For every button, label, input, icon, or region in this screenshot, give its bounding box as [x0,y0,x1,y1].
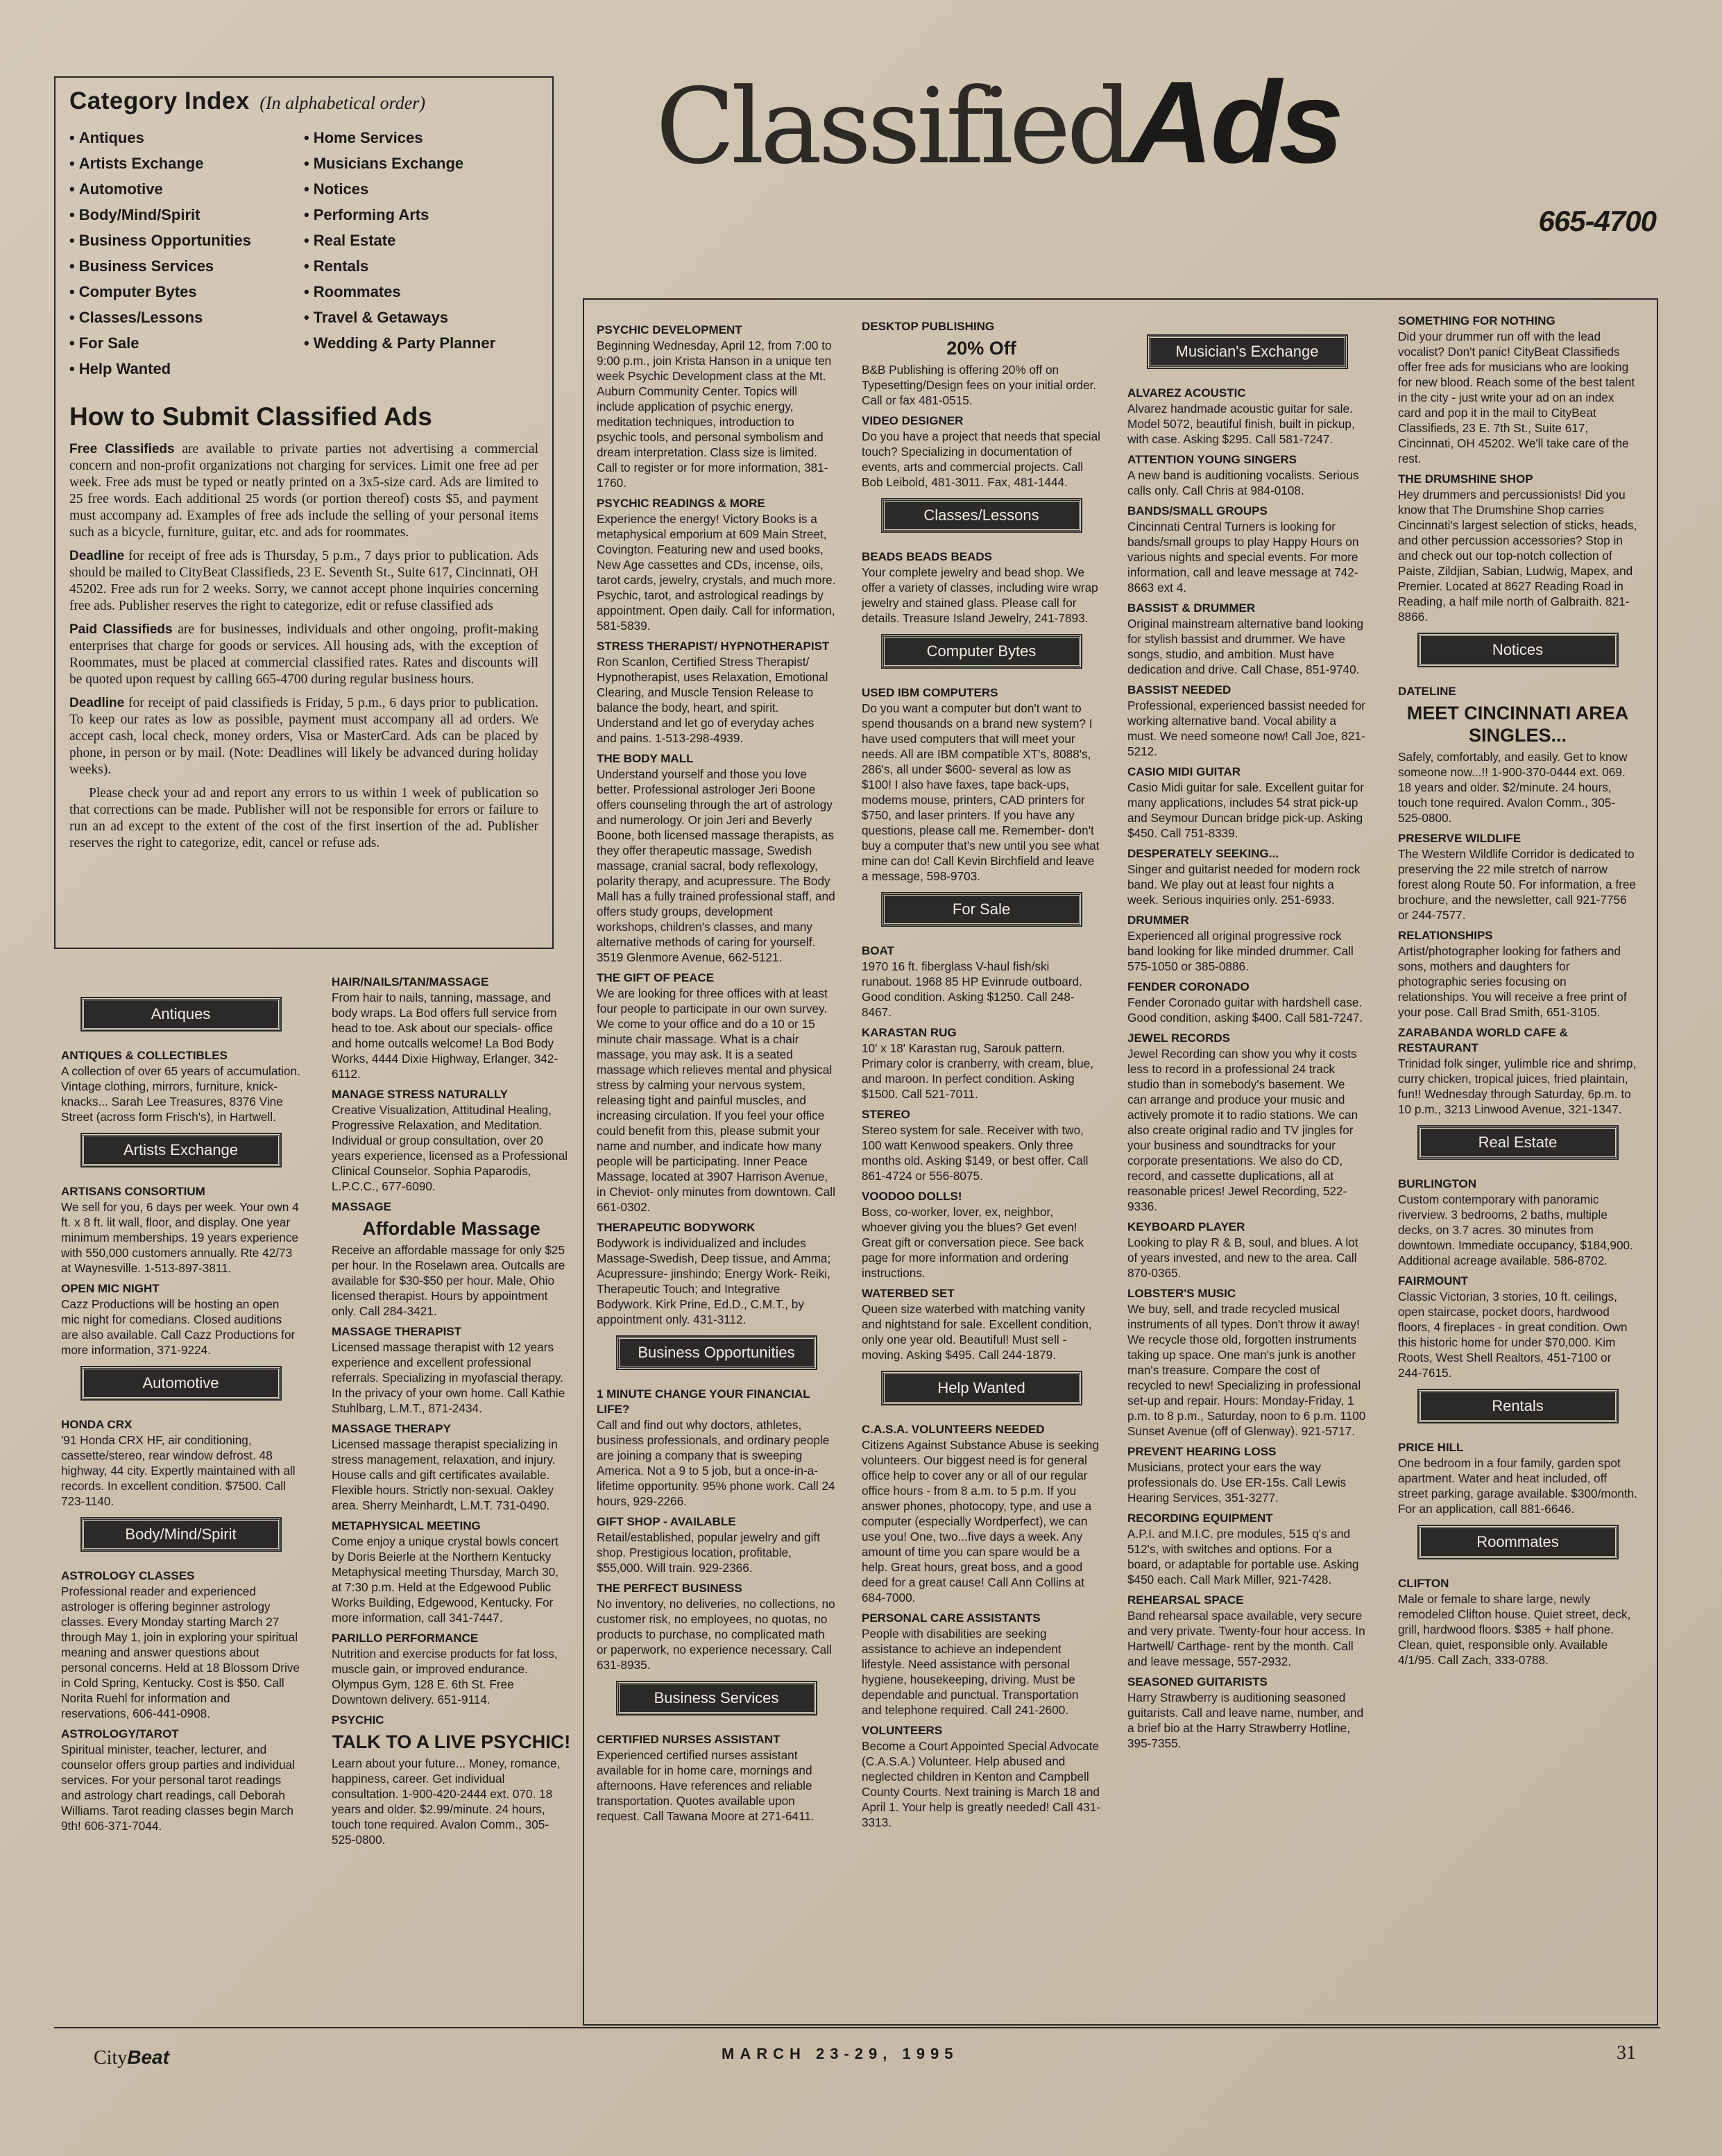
ad-heading: PERSONAL CARE ASSISTANTS [862,1611,1041,1625]
ad-heading: MASSAGE [332,1200,391,1213]
classified-ad [1127,764,1367,841]
ad-text: Beginning Wednesday, April 12, from 7:00 to 9:00 p.m., join Krista Hanson in a unique ten week Psychic Development class at the Mt. Auburn Community Center. Topics will include application of psychic energy, meditation techniques, introduction to psychic tools, and personal symbolism and dream interpretation. Class size is limited. Call to register or for more information, 381-1760. [597,339,832,490]
ad-heading: HAIR/NAILS/TAN/MASSAGE [332,975,489,989]
ad-heading: CERTIFIED NURSES ASSISTANT [597,1733,781,1746]
ad-heading: RELATIONSHIPS [1398,929,1493,942]
ad-text: 1970 16 ft. fiberglass V-haul fish/ski runabout. 1968 85 HP Evinrude outboard. Good condition. Asking $1250. Call 248-8467. [862,959,1082,1019]
ad-heading: PSYCHIC [332,1713,384,1727]
classified-ad [1127,1286,1367,1439]
ad-heading: PRESERVE WILDLIFE [1398,832,1521,845]
classified-ad [61,1727,300,1833]
ad-text: Band rehearsal space available, very secure and very private. Twenty-four hour access. In Hartwell/ Carthage- rent by the month. Call and leave message, 557-2932. [1127,1609,1365,1668]
masthead-phone: 665-4700 [1538,205,1656,237]
classified-ad [597,1732,836,1824]
ad-text: Professional reader and experienced astrologer is offering beginner astrology classes. Every Monday starting March 27 through May 1, join in exploring your spiritual meaning and answer questions about personal concerns. Held at 18 Blossom Drive in Cold Spring, Kentucky. Cost is $50. Call Norita Ruehl for information and reservations, 606-441-0908. [61,1584,300,1720]
section-computer-bytes: Computer Bytes [883,635,1081,667]
ad-text: Experienced certified nurses assistant available for in home care, mornings and afternoons. Have references and reliable transportation. Quotes available upon request. Call Tawana Moore at 271-6411. [597,1748,815,1823]
classified-ad [862,943,1101,1020]
ad-text: A collection of over 65 years of accumulation. Vintage clothing, mirrors, furniture, knick-knacks... Sarah Lee Treasures, 8376 Vine Street (across form Frisch's), in Hartwell. [61,1064,300,1124]
ad-text: Creative Visualization, Attitudinal Healing, Progressive Relaxation, and Meditation. Individual or group consultation, over 20 years experience, licensed as a Professional Clinical Counselor. Sophia Paparodis, L.P.C.C., 677-6090. [332,1103,568,1193]
category-item: • Automotive [69,176,304,202]
ad-heading: FENDER CORONADO [1127,980,1250,993]
ad-text: Artist/photographer looking for fathers and sons, mothers and daughters for photographic series focusing on relationships. You will receive a free print of your pose. Call Brad Smith, 651-3105. [1398,944,1627,1019]
ad-heading: ALVAREZ ACOUSTIC [1127,386,1246,400]
ad-text: We buy, sell, and trade recycled musical instruments of all types. Don't throw it away! We recycle those old, forgotten instruments taking up space. One man's junk is another man's treasure. Compare the cost of recycled to new! Specializing in professional set-up and repair. Hours: Monday-Friday, 1 p.m. to 8 p.m., Saturday, noon to 6 p.m. 1100 Sunset Avenue (off of Glenway). 921-5717. [1127,1302,1366,1438]
ad-heading: PARILLO PERFORMANCE [332,1632,479,1645]
ad-text: Singer and guitarist needed for modern rock band. We play out at least four nights a week. Serious inquiries only. 251-6933. [1127,862,1361,907]
section-body-mind-spirit: Body/Mind/Spirit [82,1518,280,1550]
category-item: • Performing Arts [304,202,538,228]
classified-ad [597,970,836,1215]
classified-ad [1127,386,1367,447]
ad-text: No inventory, no deliveries, no collections, no customer risk, no employees, no quotas, no products to purchase, no complicated math or paperwork, no experience necessary. Call 631-8935. [597,1597,835,1672]
ad-text: Male or female to share large, newly remodeled Clifton house. Quiet street, deck, grill, hardwood floors. $385 + half phone. Clean, quiet, responsible only. Available 4/1/95. Call Zach, 333-0788. [1398,1592,1631,1667]
ad-heading: REHEARSAL SPACE [1127,1593,1244,1607]
ad-text: Trinidad folk singer, yulimble rice and shrimp, curry chicken, tropical juices, fried plaintain, fun!! Wednesday through Saturday, 6p.m. to 10 p.m., 3213 Linwood Avenue, 321-1347. [1398,1056,1637,1116]
deadline-paid-text: for receipt of paid classifieds is Friday, 5 p.m., 6 days prior to publication. To keep our rates as low as possible, payment must accompany all ad orders. We accept cash, local check, money orders, Visa or MasterCard. Ads can be placed by phone, in person or by mail. (Note: Deadlines will likely be advanced during holiday weeks). [69,696,538,777]
section-musicians-exchange: Musician's Exchange [1148,336,1347,368]
column-3 [597,323,836,1829]
section-artists-exchange: Artists Exchange [82,1134,280,1166]
category-item: • Musicians Exchange [304,151,538,176]
deadline-heading: Deadline [69,549,125,563]
classified-ad [332,1631,571,1707]
ad-heading: KARASTAN RUG [862,1026,957,1039]
ad-text: Safely, comfortably, and easily. Get to know someone now...!! 1-900-370-0444 ext. 069. 18 years and older. $2/minute. 24 hours, touch tone required. Avalon Comm., 305-525-0800. [1398,750,1628,825]
classified-ad [332,1087,571,1194]
classified-ad [1127,846,1367,907]
ad-heading: BASSIST & DRUMMER [1127,601,1256,615]
classified-ad [597,751,836,965]
ad-text: Citizens Against Substance Abuse is seeking volunteers. Our biggest need is for general office help to cover any or all of our regular office hours - from 8 a.m. to 5 p.m. If you answer phones, photocopy, type, and use a computer (especially Wordperfect), we can use you! One, two...five days a week. Any amount of time you can spare would be a help. Great hours, great boss, and a good deed for a great cause! Call Ann Collins at 684-7000. [862,1438,1100,1605]
section-notices: Notices [1419,634,1617,666]
column-4 [862,319,1101,1836]
ad-heading: KEYBOARD PLAYER [1127,1220,1245,1233]
ad-heading: THE PERFECT BUSINESS [597,1582,742,1595]
ad-heading: WATERBED SET [862,1287,955,1300]
classified-ad [332,1518,571,1625]
section-roommates: Roommates [1419,1526,1617,1558]
submit-errors-paragraph: Please check your ad and report any errors to us within 1 week of publication so that corrections can be made. Publisher will not be responsible for errors or failure to run an ad except to the extent of the cost of the first insertion of the ad. Publisher reserves the right to categorize, edit, cancel or refuse ads. [69,786,538,850]
ad-text: Did your drummer run off with the lead vocalist? Don't panic! CityBeat Classifieds offer free ads for musicians who are looking for new blood. Reach some of the best talent in the city - just write your ad on an index card and pop it in the mail to CityBeat Classifieds, 23 E. 7th St., Suite 617, Cincinnati, OH 45202. We'll take care of the rest. [1398,330,1635,465]
classified-ad [1127,452,1367,498]
classified-ad [1398,1177,1637,1268]
ad-heading: SOMETHING FOR NOTHING [1398,314,1555,327]
classified-ad [61,1417,300,1509]
classified-ad [862,1025,1101,1102]
ad-text: Receive an affordable massage for only $25 per hour. In the Roselawn area. Outcalls are available for $30-$50 per hour. Male, Ohio licensed therapist. Hours by appointment only. Call 284-3421. [332,1243,565,1318]
ad-text: Learn about your future... Money, romance, happiness, career. Get individual consultation. 1-900-420-2444 ext. 070. 18 years and older. $2.99/minute. 24 hours, touch tone required. Avalon Comm., 305-525-0800. [332,1756,561,1847]
ad-text: Cincinnati Central Turners is looking for bands/small groups to play Happy Hours on various nights and special events. For more information, call and leave message at 742-8663 ext 4. [1127,520,1359,594]
category-item: • Antiques [69,125,304,151]
footer-date: MARCH 23-29, 1995 [722,2045,959,2062]
ad-text: People with disabilities are seeking assistance to achieve an independent lifestyle. Need assistance with personal hygiene, housekeeping, driving. Must be dependable and punctual. Transportation and telephone required. Call 241-2600. [862,1627,1079,1717]
ad-heading: ZARABANDA WORLD CAFE & RESTAURANT [1398,1026,1568,1054]
ad-heading: THE GIFT OF PEACE [597,971,715,984]
ad-heading: BASSIST NEEDED [1127,683,1231,696]
ad-text: Original mainstream alternative band looking for stylish bassist and drummer. We have songs, studio, and ambition. Must have dedication and drive. Call Chase, 851-9740. [1127,617,1364,676]
section-classes-lessons: Classes/Lessons [883,499,1081,531]
column-1 [61,989,300,1839]
section-business-services: Business Services [617,1682,816,1714]
category-item: • Business Services [69,253,304,279]
ad-text: Harry Strawberry is auditioning seasoned guitarists. Call and leave name, number, and a brief bio at the Harry Strawberry Hotline, 395-7355. [1127,1691,1364,1750]
classified-ad [862,549,1101,626]
ad-heading: PSYCHIC READINGS & MORE [597,497,765,510]
ad-headline: TALK TO A LIVE PSYCHIC! [332,1731,571,1752]
ad-text: Retail/established, popular jewelry and gift shop. Prestigious location, profitable, $55,000. Will train. 929-2366. [597,1530,820,1575]
ad-heading: ATTENTION YOUNG SINGERS [1127,453,1297,466]
ad-heading: JEWEL RECORDS [1127,1032,1230,1045]
masthead [656,55,1669,208]
ad-text: Professional, experienced bassist needed for working alternative band. Vocal ability a must. We need someone now! Call Joe, 821-5212. [1127,699,1366,758]
classified-ad [1127,683,1367,759]
ad-headline: MEET CINCINNATI AREA SINGLES... [1406,703,1629,746]
ad-text: Call and find out why doctors, athletes, business professionals, and ordinary people are joining a company that is sweeping America. Not a 9 to 5 job, but a once-in-a-lifetime opportunity. 95% phone work. Call 24 hours, 929-2266. [597,1418,835,1508]
classified-ad [597,496,836,633]
masthead-classified: Classified [656,67,1129,187]
ad-text: Casio Midi guitar for sale. Excellent guitar for many applications, includes 54 strat pick-up and Seymour Duncan bridge pick-up. Asking $450. Call 751-8339. [1127,780,1365,840]
page-number: 31 [1617,2042,1636,2064]
classified-ad [862,1422,1101,1605]
masthead-ads: Ads [1129,57,1341,187]
classified-ad [1127,601,1367,677]
bottom-rule [54,2027,1660,2028]
ad-text: A new band is auditioning vocalists. Serious calls only. Call Chris at 984-0108. [1127,468,1359,497]
ad-heading: METAPHYSICAL MEETING [332,1519,481,1532]
classified-ad [61,1184,300,1276]
ad-text: Bodywork is individualized and includes Massage-Swedish, Deep tissue, and Amma; Acupressure- jinshindo; Energy Work- Reiki, Therapeutic Touch; and Integrative Bodywork. Kirk Prine, Ed.D., C.M.T., by appointment only. 431-3112. [597,1236,831,1326]
ad-text: One bedroom in a four family, garden spot apartment. Water and heat included, off street parking, garage available. $300/month. For an application, call 881-6646. [1398,1456,1637,1516]
footer-brand [94,2046,169,2069]
ad-heading: ANTIQUES & COLLECTIBLES [61,1049,228,1062]
ad-heading: VIDEO DESIGNER [862,414,964,427]
classified-ad [332,1713,571,1847]
submit-paid-heading: Paid Classifieds [69,622,173,637]
ad-text: A.P.I. and M.I.C. pre modules, 515 q's and 512's, with switches and options. For a board, or adaptable for portable use. Asking $450 each. Call Mark Miller, 921-7428. [1127,1527,1359,1586]
ad-heading: BANDS/SMALL GROUPS [1127,504,1268,517]
ad-headline: 20% Off [946,338,1016,359]
classified-ad [1127,1675,1367,1751]
category-index-subtitle: (In alphabetical order) [259,93,426,113]
deadline-paid-heading: Deadline [69,696,125,710]
ad-heading: STRESS THERAPIST/ HYPNOTHERAPIST [597,640,830,653]
classified-ad [1127,913,1367,974]
ad-heading: BURLINGTON [1398,1177,1477,1190]
ad-heading: VOLUNTEERS [862,1724,943,1737]
ad-heading: CASIO MIDI GUITAR [1127,765,1241,778]
classified-ad [862,319,1101,408]
ad-text: Experience the energy! Victory Books is a metaphysical emporium at 609 Main Street, Covington. Featuring new and used books, New Age cassettes and CDs, incense, oils, tarot cards, jewelry, crystals, and much more. Psychic, tarot, and astrological readings by appointment. Open daily. Call for information, 581-5839. [597,512,836,633]
category-item: • Real Estate [304,228,538,253]
footer-brand-city: City [94,2047,128,2069]
section-help-wanted: Help Wanted [883,1372,1081,1404]
category-item: • Travel & Getaways [304,305,538,330]
ad-text: Licensed massage therapist specializing in stress management, relaxation, and injury. House calls and gift certificates available. Flexible hours. Strictly non-sexual. Oakley area. Sherry Meinhardt, L.M.T. 731-0490. [332,1437,558,1512]
classified-ad [1127,1220,1367,1281]
classified-ad [1127,504,1367,595]
submit-deadline-free [69,548,538,615]
ad-text: Fender Coronado guitar with hardshell case. Good condition, asking $400. Call 581-7247. [1127,995,1363,1025]
ad-heading: DRUMMER [1127,914,1189,927]
ad-heading: MASSAGE THERAPY [332,1422,451,1435]
ad-text: Spiritual minister, teacher, lecturer, and counselor offers group parties and individual services. For your personal tarot readings and astrology chart readings, call Deborah Williams. Tarot reading classes begin March 9th! 606-371-7044. [61,1743,295,1833]
classified-ad [61,1281,300,1358]
ad-heading: HONDA CRX [61,1418,133,1431]
ad-text: Do you want a computer but don't want to spend thousands on a brand new system? I have used computers that will meet your needs. All are IBM compatible XT's, 8088's, 286's, all under $600- several as low as $100! I also have faxes, tape back-ups, modems mouse, printers, CAD printers for $750, and laser printers. If you have any questions, please call me. Remember- don't buy a computer that's new until you see what mine can do! Call Kevin Birchfield and leave a message, 598-9703. [862,701,1100,883]
ad-text: Understand yourself and those you love better. Professional astrologer Jeri Boone offers counseling through the art of astrology and numerology. Or join Jeri and Beverly Boone, both licensed massage therapists, as they offer therapeutic massage, Swedish massage, cranial sacral, body reflexology, polarity therapy, and acupressure. The Body Mall has a fully trained professional staff, and offers study groups, development workshops, children's classes, and many alternative methods of caring for yourself. 3519 Glenmore Avenue, 662-5121. [597,767,835,964]
category-item: • Rentals [304,253,538,279]
classified-ad [862,1723,1101,1830]
classified-ad [1398,831,1637,923]
classified-ad [1398,928,1637,1020]
ad-heading: PRICE HILL [1398,1441,1464,1454]
classified-ad [597,1387,836,1509]
ad-text: Custom contemporary with panoramic riverview. 3 bedrooms, 2 baths, multiple decks, on 3.7 acres. 30 minutes from downtown. Immediate occupancy, $184,900. Additional acreage available. 586-8702. [1398,1192,1633,1267]
ad-text: Hey drummers and percussionists! Did you know that The Drumshine Shop carries Cincinnati's largest selection of sticks, heads, and other percussion accessories? Stop in and check out our top-notch collection of Paiste, Zildjian, Sabian, Ludwig, Mapex, and Premier. Located at 8627 Reading Road in Reading, a half mile north of Galbraith. 821-8866. [1398,488,1637,624]
classified-ad [862,685,1101,884]
ad-heading: BOAT [862,944,894,957]
ad-heading: DATELINE [1398,685,1456,698]
ad-heading: 1 MINUTE CHANGE YOUR FINANCIAL LIFE? [597,1387,810,1416]
category-list [69,125,538,382]
ad-heading: RECORDING EQUIPMENT [1127,1512,1273,1525]
classified-ad [597,1581,836,1672]
submit-title: How to Submit Classified Ads [69,402,432,431]
ad-heading: PSYCHIC DEVELOPMENT [597,323,742,336]
ad-heading: C.A.S.A. VOLUNTEERS NEEDED [862,1423,1045,1436]
category-item: • Roommates [304,279,538,305]
classified-ad [1398,314,1637,466]
ad-text: Experienced all original progressive rock band looking for like minded drummer. Call 575-1050 or 385-0886. [1127,929,1354,973]
classified-ad [1398,1440,1637,1516]
category-item: • Business Opportunities [69,228,304,253]
category-item: • Body/Mind/Spirit [69,202,304,228]
ad-heading: ASTROLOGY CLASSES [61,1569,195,1582]
classified-ad [61,1568,300,1721]
ad-text: Your complete jewelry and bead shop. We offer a variety of classes, including wire wrap jewelry and stained glass. Please call for details. Treasure Island Jewelry, 241-7893. [862,565,1098,625]
ad-heading: ASTROLOGY/TAROT [61,1727,179,1740]
category-item: • Artists Exchange [69,151,304,176]
ad-heading: FAIRMOUNT [1398,1274,1469,1287]
ad-heading: SEASONED GUITARISTS [1127,1675,1268,1688]
category-index-box [54,76,554,949]
ad-text: Stereo system for sale. Receiver with two, 100 watt Kenwood speakers. Only three months old. Asking $149, or best offer. Call 861-4724 or 556-8075. [862,1123,1089,1183]
ad-text: Classic Victorian, 3 stories, 10 ft. ceilings, open staircase, pocket doors, hardwood floors, 4 fireplaces - in great condition. Own this historic home for under $70,000. Kim Roots, West Shell Realtors, 451-7100 or 244-7615. [1398,1290,1628,1380]
classified-ad [332,975,571,1081]
submit-free-paragraph [69,441,538,541]
submit-paid-paragraph [69,622,538,688]
section-automotive: Automotive [82,1367,280,1399]
classified-ad [1127,979,1367,1025]
ad-text: Do you have a project that needs that special touch? Specializing in documentation of events, arts and commercial projects. Call Bob Leibold, 481-3011. Fax, 481-1444. [862,429,1100,489]
submit-free-text: are available to private parties not advertising a commercial concern and non-profit organizations not charging for services. Limit one free ad per week. Free ads must be typed or neatly printed on a 3x5-size card. Ads are limited to 25 free words. Each additional 25 words (or portion thereof) costs $5, and payment must accompany ad. Examples of free ads include the selling of your personal items such as a bicycle, furniture, guitar, etc. and ads for roommates. [69,442,538,540]
ad-heading: ARTISANS CONSORTIUM [61,1185,205,1198]
classified-ad [1127,1593,1367,1669]
classified-ad [1398,472,1637,624]
category-item: • Computer Bytes [69,279,304,305]
ad-heading: THERAPEUTIC BODYWORK [597,1221,756,1234]
category-item: • Wedding & Party Planner [304,330,538,356]
classified-ad [862,413,1101,490]
ad-heading: OPEN MIC NIGHT [61,1282,160,1295]
ad-heading: CLIFTON [1398,1577,1449,1590]
classified-ad [332,1324,571,1416]
category-item: • For Sale [69,330,304,356]
ad-heading: MANAGE STRESS NATURALLY [332,1088,509,1101]
ad-text: Become a Court Appointed Special Advocate (C.A.S.A.) Volunteer. Help abused and neglected children in Kenton and Campbell County Courts. Next training is March 18 and April 1. Your help is greatly needed! Call 431-3313. [862,1739,1100,1829]
classified-ad [1398,1025,1637,1117]
category-item: • Classes/Lessons [69,305,304,330]
ad-heading: VOODOO DOLLS! [862,1190,962,1203]
how-to-submit [69,402,538,852]
section-business-opportunities: Business Opportunities [617,1337,816,1369]
ad-text: Cazz Productions will be hosting an open mic night for comedians. Closed auditions are also available. Call Cazz Productions for more information, 371-9224. [61,1297,296,1357]
ad-text: Come enjoy a unique crystal bowls concert by Doris Beierle at the Northern Kentucky Metaphysical meeting Thursday, March 30, at 7:30 p.m. Held at the Edgewood Public Works Building, Edgewood, Kentucky. For more information, call 341-7447. [332,1534,559,1625]
classified-ad [862,1107,1101,1183]
classified-ad [332,1199,571,1319]
classified-ad [1398,1576,1637,1668]
ad-heading: THE DRUMSHINE SHOP [1398,472,1533,486]
ad-text: Jewel Recording can show you why it costs less to record in a professional 24 track studio than in somebody's basement. We can arrange and produce your music and actively promote it to radio stations. We can also create original radio and TV jingles for your business and soundtracks for your corporate presentations. We also do CD, record, and cassette duplications, all at reasonable prices! Jewel Recording, 522-9336. [1127,1047,1358,1213]
section-real-estate: Real Estate [1419,1127,1617,1158]
category-item: • Help Wanted [69,356,304,382]
classified-ad [332,1421,571,1513]
footer-brand-beat: Beat [127,2046,169,2068]
classified-ad [597,1220,836,1327]
ad-heading: DESPERATELY SEEKING... [1127,847,1279,860]
category-index-title: Category Index [69,87,250,114]
category-item: • Notices [304,176,538,202]
deadline-text: for receipt of free ads is Thursday, 5 p.m., 7 days prior to publication. Ads should be mailed to CityBeat Classifieds, 23 E. Seventh St., Suite 617, Cincinnati, OH 45202. Free ads run for 2 weeks. Sorry, we cannot accept phone inquiries concerning free ads. Publisher reserves the right to categorize, edit or refuse classified ads [69,549,538,613]
ad-heading: MASSAGE THERAPIST [332,1325,462,1338]
ad-text: '91 Honda CRX HF, air conditioning, cassette/stereo, rear window defrost. 48 highway, 44 city. Expertly maintained with all records. In excellent condition. $7500. Call 723-1140. [61,1433,296,1508]
ad-heading: PREVENT HEARING LOSS [1127,1445,1277,1458]
ad-text: We sell for you, 6 days per week. Your own 4 ft. x 8 ft. lit wall, floor, and display. One year minimum memberships. 19 years experience with 550,000 customers annually. Rte 42/73 at Waynesville. 1-513-897-3811. [61,1200,299,1275]
category-item: • Home Services [304,125,538,151]
classified-ad [862,1286,1101,1362]
submit-deadline-paid [69,695,538,778]
classified-ad [1398,684,1637,825]
ad-text: B&B Publishing is offering 20% off on Typesetting/Design fees on your initial order. Call or fax 481-0515. [862,363,1097,407]
classified-ad [597,639,836,746]
classified-ad [61,1048,300,1124]
ad-text: Nutrition and exercise products for fat loss, muscle gain, or improved endurance. Olympus Gym, 128 E. 6th St. Free Downtown delivery. 651-9114. [332,1647,558,1706]
ad-text: Alvarez handmade acoustic guitar for sale. Model 5072, beautiful finish, built in pickup, with case. Asking $295. Call 581-7247. [1127,402,1355,446]
ad-text: Boss, co-worker, lover, ex, neighbor, whoever giving you the blues? Get even! Great gift or conversation piece. See back page for more information and ordering instructions. [862,1205,1084,1280]
column-2 [332,975,571,1853]
ad-text: The Western Wildlife Corridor is dedicated to preserving the 22 mile stretch of narrow forest along Route 50. For information, a free brochure, and the newsletter, call 921-7756 or 244-7577. [1398,847,1636,922]
section-for-sale: For Sale [883,893,1081,925]
section-antiques: Antiques [82,998,280,1030]
ad-text: Licensed massage therapist with 12 years experience and excellent professional referrals. Specializing in myofascial therapy. In the privacy of your own home. Call Kathie Stuhlbarg, L.M.T., 871-2434. [332,1340,565,1415]
ad-text: 10' x 18' Karastan rug, Sarouk pattern. Primary color is cranberry, with cream, blue, and maroon. In perfect condition. Asking $1500. Call 521-7011. [862,1041,1093,1101]
ad-heading: THE BODY MALL [597,752,694,765]
classified-ad [862,1189,1101,1281]
classified-ad [1127,1511,1367,1587]
classified-ad [597,1514,836,1575]
submit-paid-text: are for businesses, individuals and other ongoing, profit-making enterprises that charge for goods or services. All housing ads, with the exception of Roommates, must be placed at commercial classified rates. Rates and discounts will be quoted upon request by calling 665-4700 during regular business hours. [69,622,539,687]
column-6 [1398,314,1637,1673]
ad-text: Looking to play R & B, soul, and blues. A lot of years invested, and new to the area. Call 870-0365. [1127,1235,1358,1280]
classified-ad [1127,1444,1367,1505]
classified-ad [597,323,836,490]
ad-heading: DESKTOP PUBLISHING [862,320,995,333]
classified-ad [862,1611,1101,1718]
classified-ad [1127,1031,1367,1214]
ad-text: We are looking for three offices with at least four people to participate in our own survey. We come to your office and do a 10 or 15 minute chair massage. What is a chair massage, you may ask. It is a seated massage which relieves mental and physical stress by calming your nervous system, releasing tight and painful muscles, and increasing circulation. If you feel your office could benefit from this, please submit your name and number, and indicate how many people will be participating. Inner Peace Massage, located at 3907 Harrison Avenue, in Cheviot- only minutes from downtown. Call 661-0302. [597,986,835,1214]
column-5 [1127,326,1367,1756]
ad-headline: Affordable Massage [362,1218,540,1239]
ad-heading: LOBSTER'S MUSIC [1127,1287,1236,1300]
ad-heading: STEREO [862,1108,910,1121]
ad-text: Musicians, protect your ears the way professionals do. Use ER-15s. Call Lewis Hearing Services, 351-3277. [1127,1460,1347,1505]
ad-text: Queen size waterbed with matching vanity and nightstand for sale. Excellent condition, only one year old. Beautiful! Must sell - moving. Asking $495. Call 244-1879. [862,1302,1092,1362]
classified-ad [1398,1274,1637,1380]
ad-heading: USED IBM COMPUTERS [862,686,998,699]
ad-text: From hair to nails, tanning, massage, and body wraps. La Bod offers full service from head to toe. Ask about our specials- office and home outcalls welcome! La Bod Body Works, 4444 Dixie Highway, Erlanger, 342-6112. [332,991,559,1081]
ad-text: Ron Scanlon, Certified Stress Therapist/ Hypnotherapist, uses Relaxation, Emotional Clearing, and Muscle Tension Release to balance the body, heart, and spirit. Understand and let go of everyday aches and pains. 1-513-298-4939. [597,655,828,745]
ad-heading: GIFT SHOP - AVAILABLE [597,1515,736,1528]
section-rentals: Rentals [1419,1390,1617,1422]
submit-free-heading: Free Classifieds [69,442,175,456]
ad-heading: BEADS BEADS BEADS [862,550,992,563]
